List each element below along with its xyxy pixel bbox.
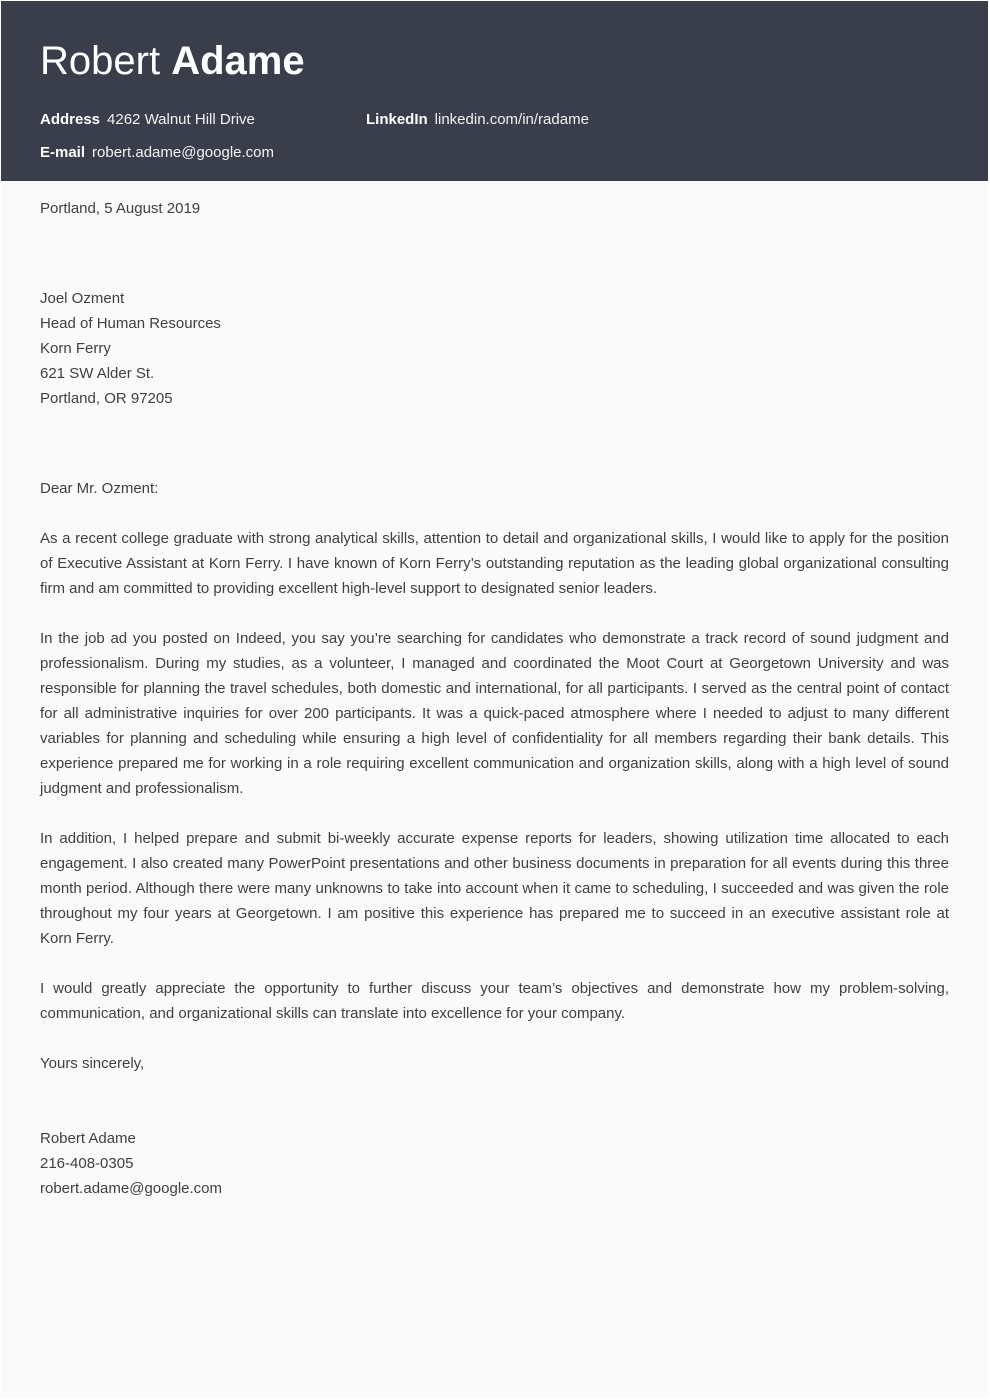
linkedin-value[interactable]: linkedin.com/in/radame: [434, 111, 589, 128]
contact-linkedin: [366, 110, 589, 130]
paragraph-additional: In addition, I helped prepare and submit bi-weekly accurate expense reports for leaders, showing utilization time allocated to each engagement. I also created many PowerPoint presentations and other business documents in preparation for all events during this three month period. Although there were many unknowns to take into account when it came to scheduling, I succeeded and was given the role throughout my four years at Georgetown. I am positive this experience has prepared me to succeed in an executive assistant role at Korn Ferry.: [40, 830, 949, 947]
last-name: Adame: [171, 39, 305, 83]
recipient-block: [40, 286, 949, 411]
recipient-title: Head of Human Resources: [40, 315, 221, 332]
first-name: Robert: [40, 39, 161, 83]
signature-email: robert.adame@google.com: [40, 1180, 222, 1197]
signature-block: [40, 1126, 949, 1201]
salutation: Dear Mr. Ozment:: [40, 480, 159, 497]
date-line: Portland, 5 August 2019: [40, 200, 201, 217]
contact-email: [40, 143, 274, 163]
recipient-street: 621 SW Alder St.: [40, 365, 155, 382]
email-label: E-mail: [40, 144, 86, 161]
email-value[interactable]: robert.adame@google.com: [92, 144, 275, 161]
address-value: 4262 Walnut Hill Drive: [107, 111, 255, 128]
closing-line: Yours sincerely,: [40, 1055, 145, 1072]
contact-address: [40, 110, 255, 130]
cover-letter-page: [1, 1, 988, 1398]
paragraph-experience: In the job ad you posted on Indeed, you say you’re searching for candidates who demonstrate a track record of sound judgment and professionalism. During my studies, as a volunteer, I managed and coordinated the Moot Court at Georgetown University and was responsible for planning the travel schedules, both domestic and international, for all participants. I served as the central point of contact for all administrative inquiries for over 200 participants. It was a quick-paced atmosphere where I needed to adjust to many different variables for planning and scheduling while ensuring a high level of confidentiality for all members regarding their bank details. This experience prepared me for working in a role requiring excellent communication and organization skills, along with a high level of sound judgment and professionalism.: [40, 630, 949, 797]
applicant-name: [40, 37, 305, 85]
recipient-name: Joel Ozment: [40, 290, 125, 307]
address-label: Address: [40, 111, 101, 128]
linkedin-label: LinkedIn: [366, 111, 428, 128]
paragraph-intro: As a recent college graduate with strong analytical skills, attention to detail and organizational skills, I would like to apply for the position of Executive Assistant at Korn Ferry. I have known of Korn Ferry’s outstanding reputation as the leading global organizational consulting firm and am committed to providing excellent high-level support to designated senior leaders.: [40, 530, 949, 597]
signature-phone: 216-408-0305: [40, 1155, 134, 1172]
letter-header: [1, 1, 988, 181]
signature-name: Robert Adame: [40, 1130, 136, 1147]
recipient-city: Portland, OR 97205: [40, 390, 173, 407]
recipient-company: Korn Ferry: [40, 340, 111, 357]
letter-body: [40, 196, 949, 1201]
paragraph-closing: I would greatly appreciate the opportunity to further discuss your team’s objectives and demonstrate how my problem-solving, communication, and organizational skills can translate into excellence for your company.: [40, 980, 949, 1022]
